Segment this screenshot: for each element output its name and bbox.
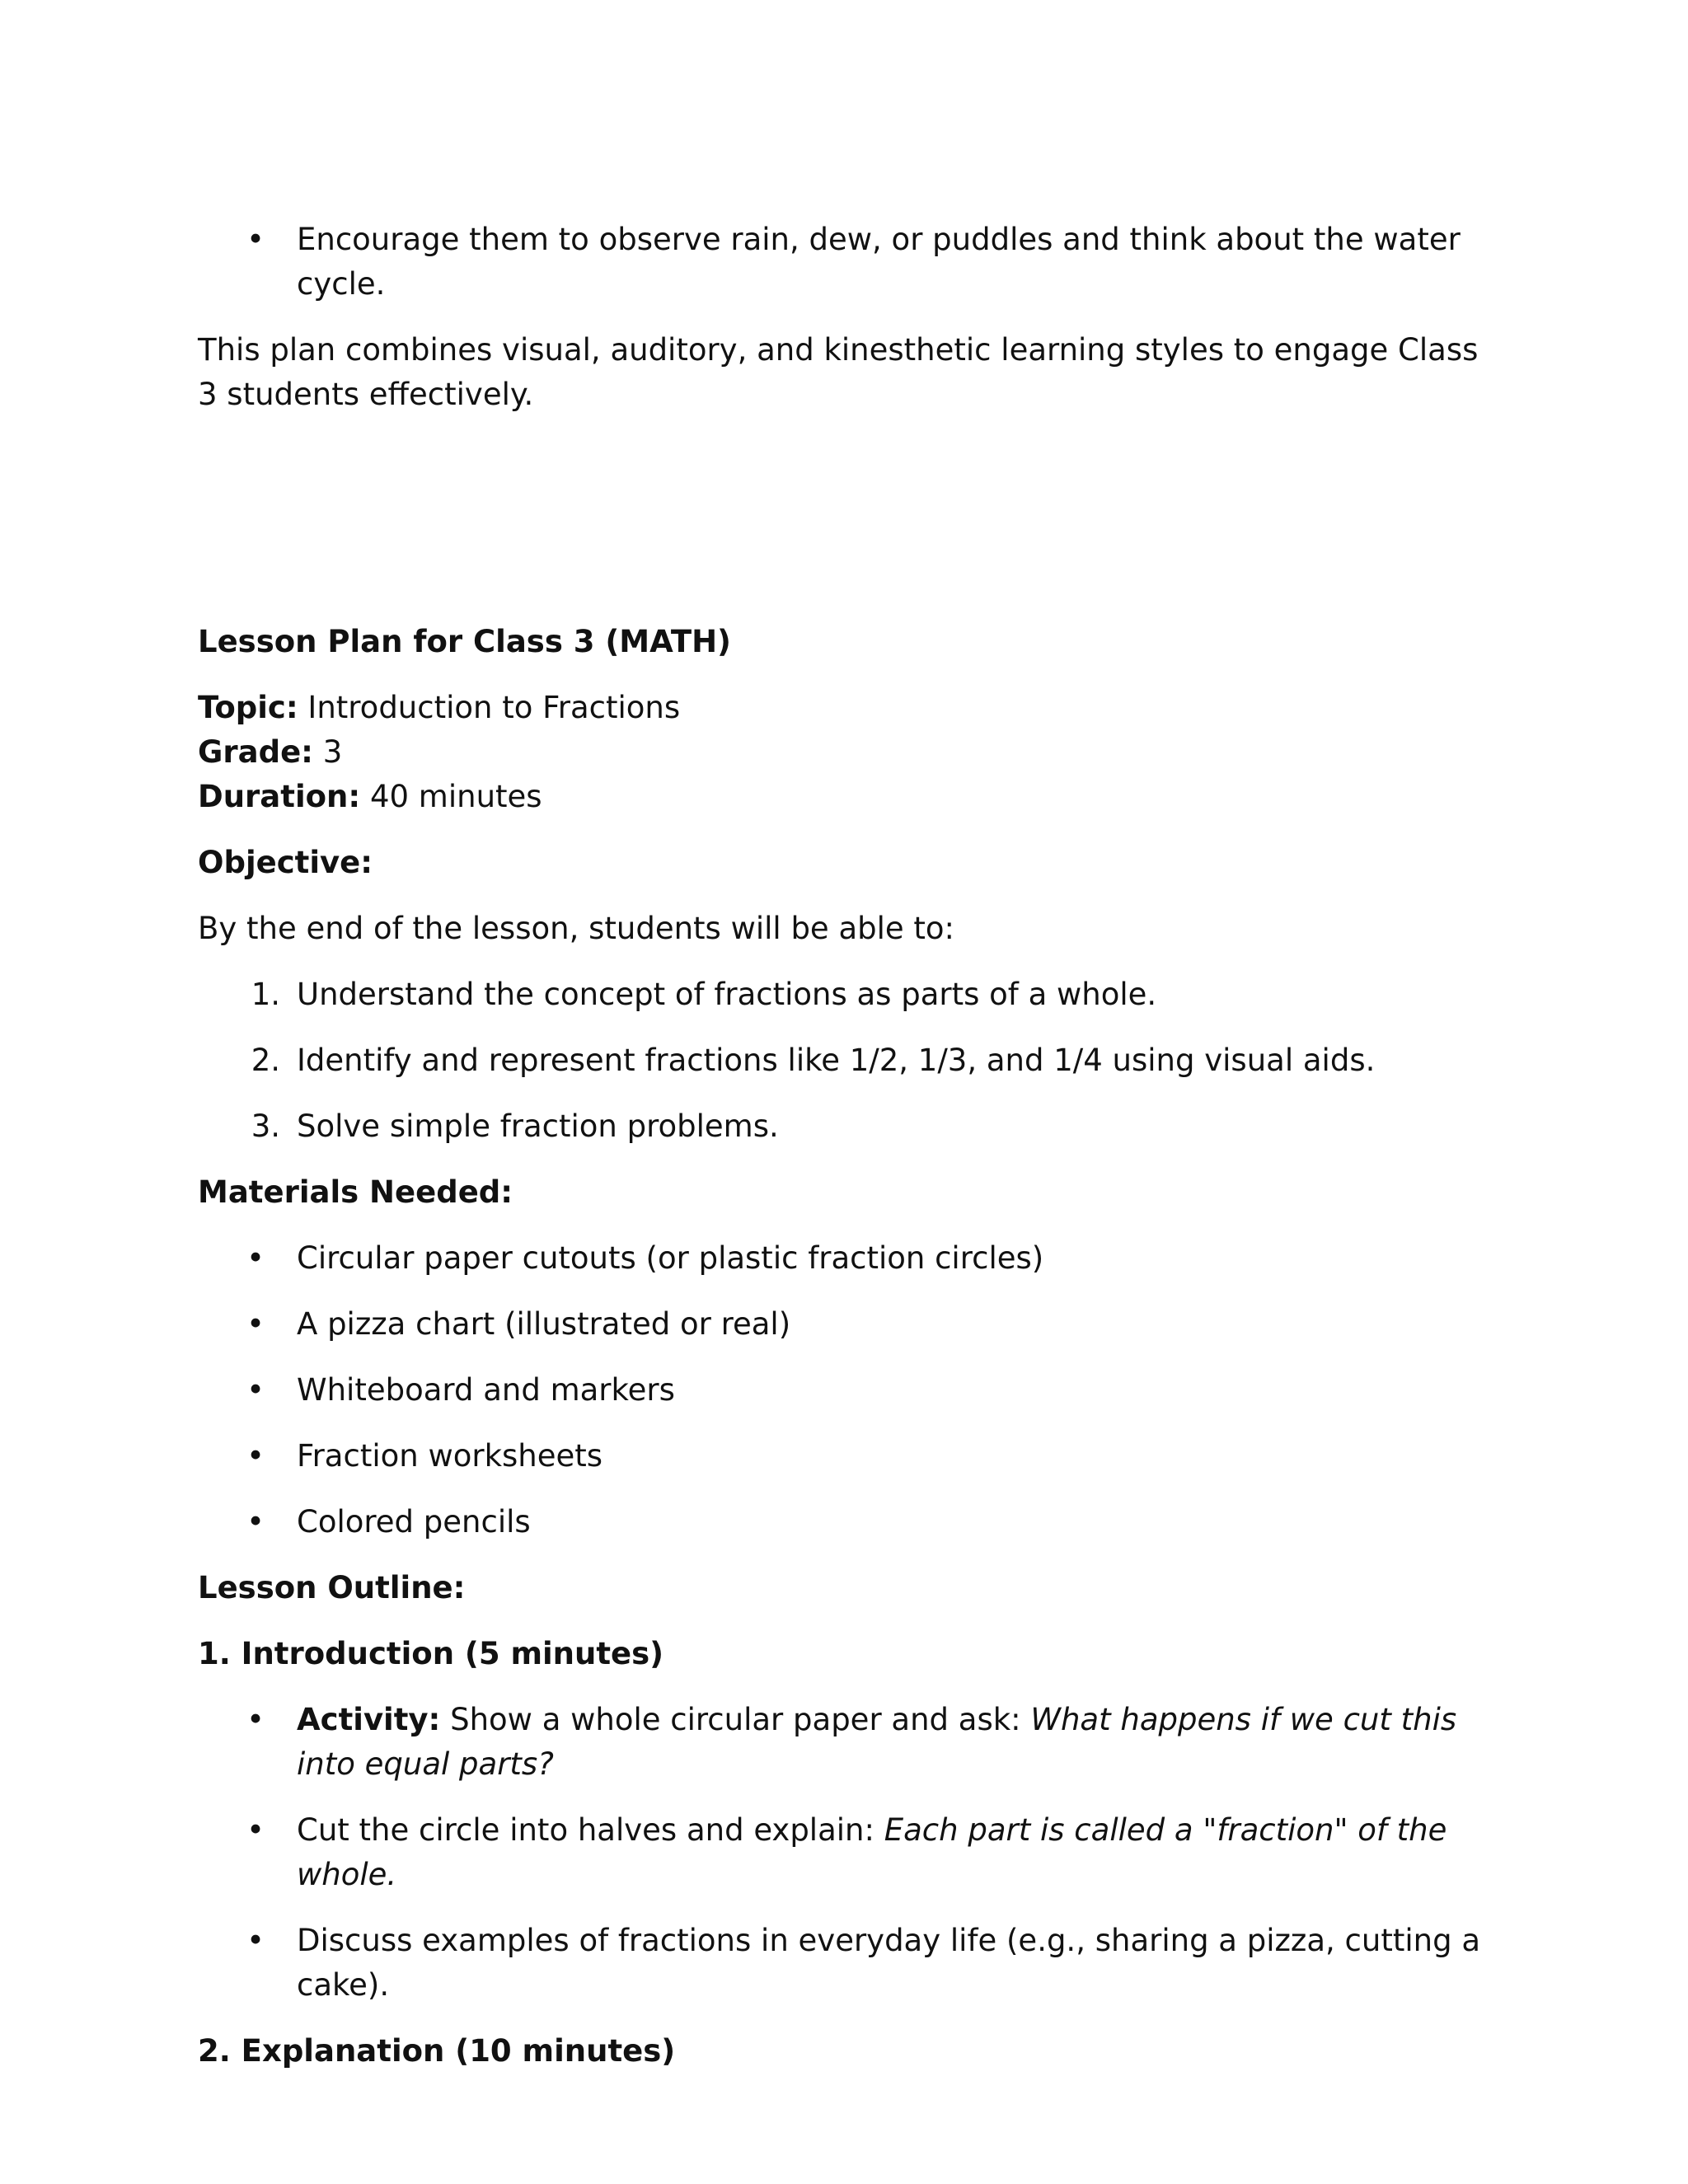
list-item-text: Discuss examples of fractions in everyday life (e.g., sharing a pizza, cutting a cake). [297,1923,1481,2003]
list-item [198,972,1500,1017]
closing-paragraph: This plan combines visual, auditory, and kinesthetic learning styles to engage Class 3 students effectively. [198,332,1479,412]
bullet-icon: • [246,1504,265,1540]
topic-line [198,686,1500,730]
list-item [198,1038,1500,1083]
grade-line [198,730,1500,775]
bullet-icon: • [246,1240,265,1276]
list-item-text: Understand the concept of fractions as parts of a whole. [297,977,1157,1012]
list-item [198,218,1500,307]
materials-heading: Materials Needed: [198,1174,513,1210]
list-item [198,1368,1500,1413]
list-item [198,1698,1500,1787]
list-item [198,1500,1500,1544]
bullet-icon: • [246,1306,265,1342]
list-number: 2. [251,1043,280,1078]
introduction-list [198,1698,1500,2008]
list-item-text: Solve simple fraction problems. [297,1108,779,1144]
document-page [198,196,1500,2074]
list-item [198,1236,1500,1281]
section-spacer [198,417,1500,598]
section2-heading: 2. Explanation (10 minutes) [198,2033,676,2069]
list-item-text: Circular paper cutouts (or plastic fraction circles) [297,1240,1044,1276]
bullet-icon: • [246,1923,265,1958]
list-number: 3. [251,1108,280,1144]
list-item [198,1808,1500,1897]
section1-heading: 1. Introduction (5 minutes) [198,1636,664,1671]
duration-label: Duration: [198,779,361,814]
duration-value: 40 minutes [360,779,542,814]
list-item [198,1434,1500,1479]
list-item [198,1104,1500,1149]
topic-value: Introduction to Fractions [298,690,681,725]
list-item-text: Encourage them to observe rain, dew, or puddles and think about the water cycle. [297,222,1461,302]
grade-value: 3 [312,734,343,770]
lesson-title: Lesson Plan for Class 3 (MATH) [198,624,731,659]
list-item-text: A pizza chart (illustrated or real) [297,1306,791,1342]
list-item-italic: Each part is called a "fraction" of the whole. [297,1812,1447,1892]
list-item-text: Whiteboard and markers [297,1372,675,1408]
duration-line [198,775,1500,819]
list-item [198,1919,1500,2008]
lesson-meta [198,686,1500,819]
list-item-italic: What happens if we cut this into equal parts? [297,1702,1457,1782]
bullet-icon: • [246,222,265,257]
list-item-text: Identify and represent fractions like 1/2, 1/3, and 1/4 using visual aids. [297,1043,1376,1078]
topic-label: Topic: [198,690,298,725]
bullet-icon: • [246,1438,265,1474]
materials-list [198,1236,1500,1544]
activity-label: Activity: [297,1702,441,1737]
objective-list [198,972,1500,1149]
objective-lead: By the end of the lesson, students will be able to: [198,911,955,946]
list-number: 1. [251,977,280,1012]
bullet-icon: • [246,1702,265,1737]
list-item-text: Fraction worksheets [297,1438,603,1474]
bullet-icon: • [246,1812,265,1848]
grade-label: Grade: [198,734,313,770]
bullet-icon: • [246,1372,265,1408]
list-item-text: Cut the circle into halves and explain: [297,1812,884,1848]
list-item-text: Colored pencils [297,1504,531,1540]
water-cycle-list [198,218,1500,307]
objective-heading: Objective: [198,845,373,880]
list-item [198,1302,1500,1347]
outline-heading: Lesson Outline: [198,1570,466,1605]
list-item-text: Show a whole circular paper and ask: [440,1702,1031,1737]
